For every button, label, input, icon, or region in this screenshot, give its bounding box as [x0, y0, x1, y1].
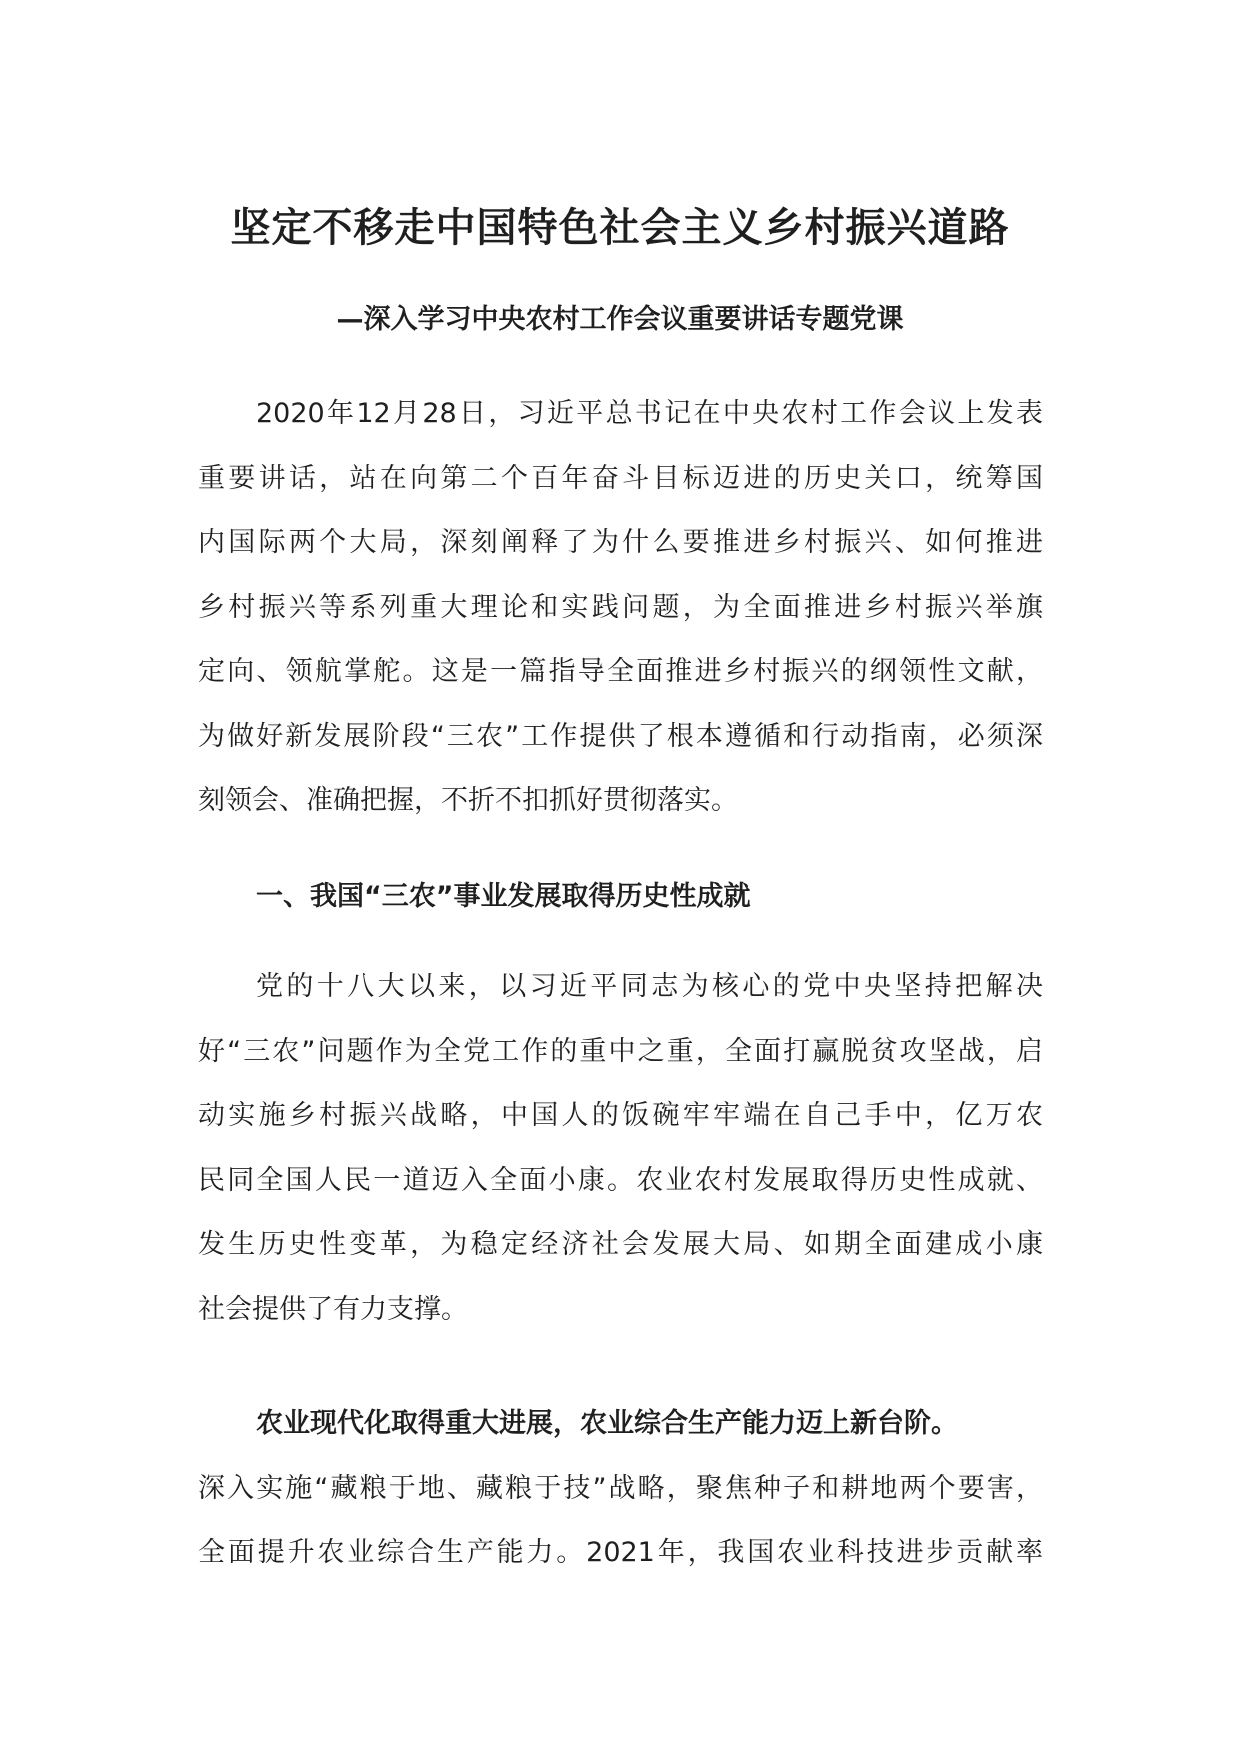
paragraph-line: 民同全国人民一道迈入全面小康。农业农村发展取得历史性成就、: [198, 1164, 1043, 1196]
document-subtitle: —深入学习中央农村工作会议重要讲话专题党课: [336, 304, 904, 335]
section-paragraph: [198, 955, 1043, 1342]
paragraph-lead-sentence: 农业现代化取得重大进展，农业综合生产能力迈上新台阶。: [256, 1408, 958, 1439]
paragraph-line: 2020年12月28日，习近平总书记在中央农村工作会议上发表: [256, 398, 1043, 429]
document-title: 坚定不移走中国特色社会主义乡村振兴道路: [230, 205, 1010, 251]
paragraph-line: 内国际两个大局，深刻阐释了为什么要推进乡村振兴、如何推进: [198, 527, 1043, 558]
intro-paragraph: [198, 382, 1043, 834]
paragraph-line: 发生历史性变革，为稳定经济社会发展大局、如期全面建成小康: [198, 1229, 1043, 1260]
paragraph-line: 动实施乡村振兴战略，中国人的饭碗牢牢端在自己手中，亿万农: [198, 1100, 1043, 1131]
paragraph-line: 为做好新发展阶段“三农”工作提供了根本遵循和行动指南，必须深: [198, 720, 1043, 752]
paragraph-line: 社会提供了有力支撑。: [198, 1293, 468, 1325]
paragraph-line: 定向、领航掌舵。这是一篇指导全面推进乡村振兴的纲领性文献，: [198, 656, 1043, 687]
paragraph-line: 重要讲话，站在向第二个百年奋斗目标迈进的历史关口，统筹国: [198, 462, 1043, 494]
agriculture-paragraph: [198, 1392, 1043, 1586]
paragraph-line: 党的十八大以来，以习近平同志为核心的党中央坚持把解决: [256, 971, 1043, 1002]
section-heading: 一、我国“三农”事业发展取得历史性成就: [256, 881, 751, 912]
paragraph-line: 好“三农”问题作为全党工作的重中之重，全面打赢脱贫攻坚战，启: [198, 1035, 1043, 1067]
paragraph-line: 深入实施“藏粮于地、藏粮于技”战略，聚焦种子和耕地两个要害，: [198, 1472, 1043, 1504]
paragraph-line: 乡村振兴等系列重大理论和实践问题，为全面推进乡村振兴举旗: [198, 591, 1043, 623]
paragraph-line: 刻领会、准确把握，不折不扣抓好贯彻落实。: [198, 785, 738, 816]
paragraph-line: 全面提升农业综合生产能力。2021年，我国农业科技进步贡献率: [198, 1537, 1043, 1568]
